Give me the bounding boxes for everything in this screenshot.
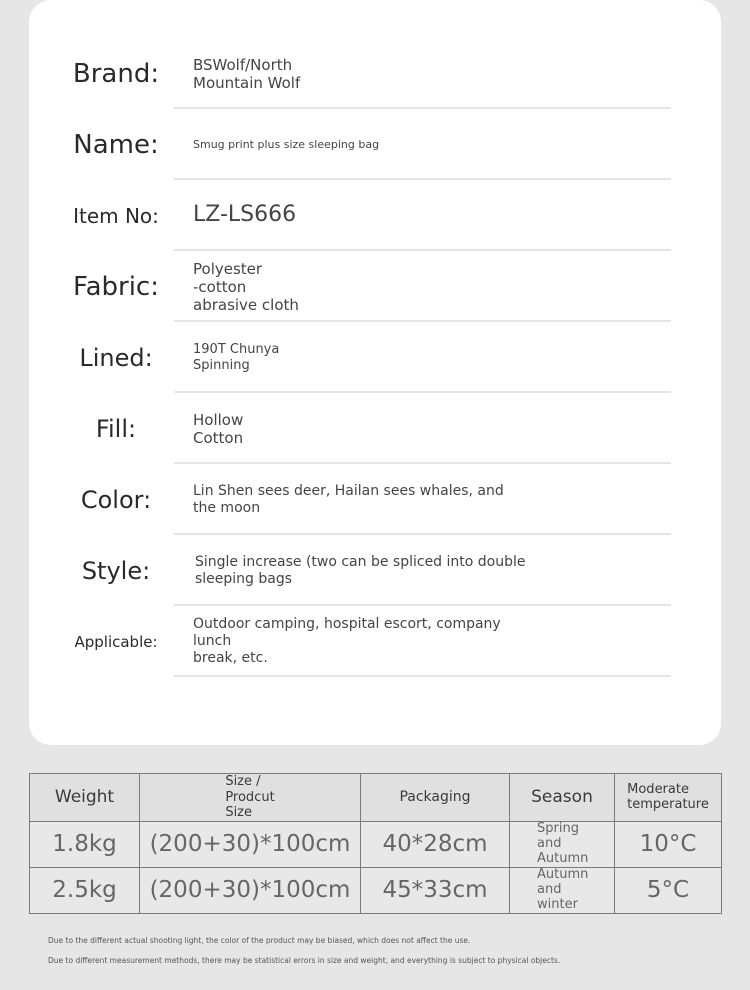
spec-label-lined: Lined:: [79, 343, 153, 372]
cell-packaging: 45*33cm: [361, 867, 510, 913]
header-weight: Weight: [30, 774, 140, 822]
header-size-label: Size / Prodcut Size: [225, 774, 275, 821]
spec-value-style: Single increase (two can be spliced into double sleeping bags: [195, 553, 526, 587]
cell-season: Spring and Autumn: [510, 821, 615, 867]
spec-table: [29, 773, 722, 914]
spec-value-brand: BSWolf/North Mountain Wolf: [193, 55, 301, 92]
spec-label-applicable: Applicable:: [74, 632, 158, 651]
spec-label-fabric: Fabric:: [73, 271, 159, 302]
spec-value-color: Lin Shen sees deer, Hailan sees whales, and the moon: [193, 482, 504, 516]
spec-value-applicable: Outdoor camping, hospital escort, company lunch break, etc.: [193, 616, 501, 666]
spec-value-name: Smug print plus size sleeping bag: [193, 137, 380, 151]
note-color: Due to the different actual shooting light, the color of the product may be biased, which does not affect the use.: [48, 936, 471, 945]
spec-label-item-no: Item No:: [73, 203, 159, 228]
spec-row-fill: [29, 393, 721, 464]
spec-label-brand: Brand:: [72, 58, 160, 89]
header-size: [140, 774, 361, 822]
spec-row-item-no: [29, 180, 721, 251]
spec-value-fill: Hollow Cotton: [193, 410, 244, 447]
cell-packaging: 40*28cm: [361, 821, 510, 867]
header-temperature: [615, 774, 722, 822]
cell-temperature: 10°C: [615, 821, 722, 867]
note-measurement: Due to different measurement methods, there may be statistical errors in size and weight, and everything is subject to physical objects.: [48, 956, 561, 965]
spec-row-style: [29, 535, 721, 606]
spec-row-applicable: [29, 606, 721, 677]
disclaimer-notes: [48, 936, 728, 976]
spec-row-fabric: [29, 251, 721, 322]
spec-card: [29, 0, 721, 745]
spec-label-fill: Fill:: [95, 414, 137, 443]
header-season: Season: [510, 774, 615, 822]
header-temperature-label: Moderate temperature: [627, 781, 709, 813]
cell-temperature: 5°C: [615, 867, 722, 913]
spec-label-name: Name:: [73, 129, 159, 160]
spec-value-lined: 190T Chunya Spinning: [193, 341, 280, 373]
cell-size: (200+30)*100cm: [140, 867, 361, 913]
spec-value-fabric: Polyester -cotton abrasive cloth: [193, 259, 299, 314]
cell-season: Autumn and winter: [510, 867, 615, 913]
spec-row-brand: [29, 38, 721, 109]
spec-label-style: Style:: [81, 556, 151, 585]
spec-label-color: Color:: [80, 485, 152, 514]
cell-weight: 1.8kg: [30, 821, 140, 867]
spec-row-name: [29, 109, 721, 180]
divider: [174, 675, 671, 677]
spec-row-color: [29, 464, 721, 535]
table-row: [30, 867, 722, 913]
table-header-row: [30, 774, 722, 822]
cell-size: (200+30)*100cm: [140, 821, 361, 867]
cell-weight: 2.5kg: [30, 867, 140, 913]
header-packaging: Packaging: [361, 774, 510, 822]
table-row: [30, 821, 722, 867]
spec-value-item-no: LZ-LS666: [193, 202, 297, 228]
spec-row-lined: [29, 322, 721, 393]
